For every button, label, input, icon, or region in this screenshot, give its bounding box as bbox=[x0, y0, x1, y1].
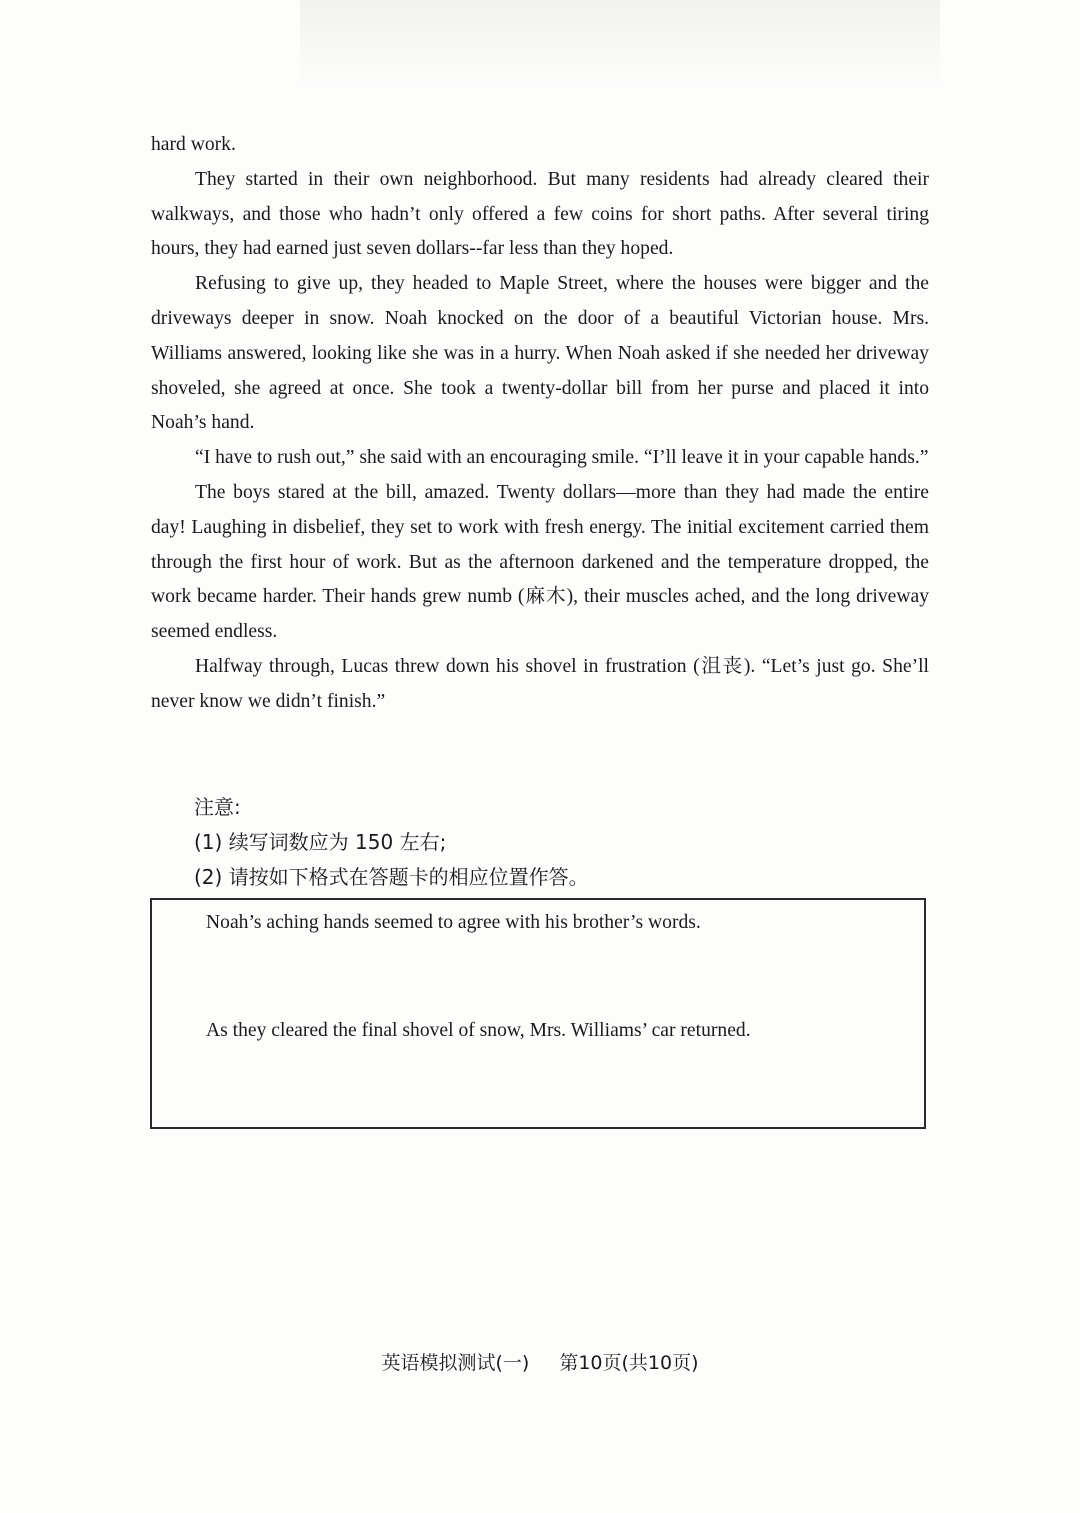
passage-paragraph: They started in their own neighborhood. But many residents had already cleared their walkways, and those who hadn’t only offered a few coins for short paths. After several tiring hours, they had earned just seven dollars--far less than they hoped. bbox=[151, 168, 929, 260]
paragraph-starter-1: Noah’s aching hands seemed to agree with his brother’s words. bbox=[206, 912, 701, 933]
exam-title: 英语模拟测试(一) bbox=[381, 1352, 530, 1374]
instruction-item: (1) 续写词数应为 150 左右; bbox=[194, 830, 447, 854]
instructions-heading: 注意: bbox=[194, 795, 241, 819]
scan-shadow bbox=[300, 0, 940, 90]
passage-paragraph: “I have to rush out,” she said with an encouraging smile. “I’ll leave it in your capable hands.” bbox=[195, 447, 929, 469]
passage-paragraph: Refusing to give up, they headed to Maple Street, where the houses were bigger and the driveways deeper in snow. Noah knocked on the door of a beautiful Victorian house. Mrs. Williams answered, looking like she was in a hurry. When Noah asked if she needed her driveway shoveled, she agreed at once. She took a twenty-dollar bill from her purse and placed it into Noah’s hand. bbox=[151, 273, 929, 434]
reading-passage bbox=[151, 128, 929, 720]
instructions bbox=[194, 790, 589, 895]
answer-box bbox=[150, 898, 926, 1129]
page-footer bbox=[0, 1348, 1080, 1375]
paragraph-starter-2: As they cleared the final shovel of snow, Mrs. Williams’ car returned. bbox=[206, 1020, 751, 1041]
passage-paragraph: Halfway through, Lucas threw down his shovel in frustration (沮丧). “Let’s just go. She’ll never know we didn’t finish.” bbox=[151, 655, 929, 712]
page-number: 第10页(共10页) bbox=[559, 1352, 699, 1374]
passage-paragraph: hard work. bbox=[151, 134, 236, 155]
instruction-item: (2) 请按如下格式在答题卡的相应位置作答。 bbox=[194, 865, 589, 889]
passage-paragraph: The boys stared at the bill, amazed. Twenty dollars—more than they had made the entire day! Laughing in disbelief, they set to work with fresh energy. The initial excitement carried them through the first hour of work. But as the afternoon darkened and the temperature dropped, the work became harder. Their hands grew numb (麻木), their muscles ached, and the long driveway seemed endless. bbox=[151, 481, 929, 643]
